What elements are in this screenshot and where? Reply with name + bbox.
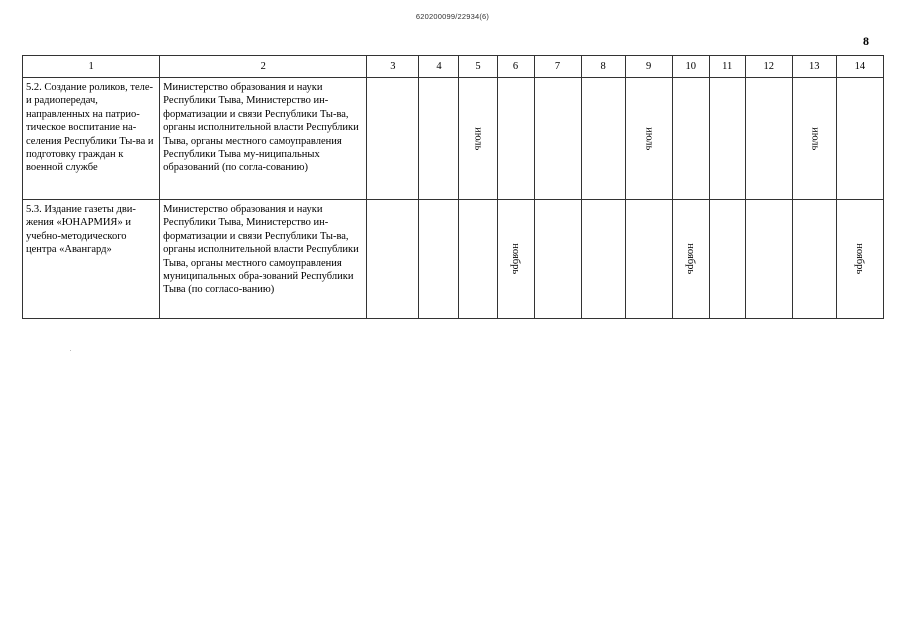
empty-cell [792, 200, 836, 319]
empty-cell [836, 78, 883, 200]
month-label: ноябрь [854, 243, 866, 275]
column-header-10: 10 [672, 56, 709, 78]
empty-cell [534, 78, 581, 200]
month-label: июль [809, 126, 821, 151]
column-header-5: 5 [459, 56, 497, 78]
month-cell [459, 78, 497, 200]
scan-speck [70, 350, 71, 351]
empty-cell [497, 78, 534, 200]
column-header-14: 14 [836, 56, 883, 78]
column-header-3: 3 [367, 56, 419, 78]
document-id: 620200099/22934(6) [415, 12, 490, 21]
column-header-2: 2 [160, 56, 367, 78]
empty-cell [672, 78, 709, 200]
empty-cell [419, 200, 459, 319]
table-row [23, 78, 884, 200]
month-label: ноябрь [685, 243, 697, 275]
month-cell [836, 200, 883, 319]
month-label: июль [643, 126, 655, 151]
month-cell [792, 78, 836, 200]
schedule-table [22, 55, 884, 319]
action-cell: 5.3. Издание газеты дви-жения «ЮНАРМИЯ» и учебно-методического центра «Авангард» [23, 200, 160, 319]
column-header-4: 4 [419, 56, 459, 78]
empty-cell [419, 78, 459, 200]
column-header-7: 7 [534, 56, 581, 78]
header-row [23, 56, 884, 78]
empty-cell [581, 78, 625, 200]
action-cell: 5.2. Создание роликов, теле- и радиопередач, направленных на патрио-тическое воспитание на-селения Республики Ты-ва и подготовку граждан к военной службе [23, 78, 160, 200]
executors-cell: Министерство образования и науки Республики Тыва, Министерство ин-форматизации и связи Республики Ты-ва, органы исполнительной власти Республики Тыва, органы местного самоуправления Республики Тыва му-ниципальных образований (по согла-сованию) [160, 78, 367, 200]
executors-cell: Министерство образования и науки Республики Тыва, Министерство ин-форматизации и связи Республики Ты-ва, органы исполнительной власти Республики Тыва, органы местного самоуправления муниципальных обра-зований Республики Тыва (по согласо-ванию) [160, 200, 367, 319]
empty-cell [745, 78, 792, 200]
month-cell [497, 200, 534, 319]
column-header-9: 9 [625, 56, 672, 78]
month-label: ноябрь [510, 243, 522, 275]
empty-cell [745, 200, 792, 319]
empty-cell [709, 200, 745, 319]
column-header-6: 6 [497, 56, 534, 78]
empty-cell [459, 200, 497, 319]
month-cell [672, 200, 709, 319]
page-number: 8 [863, 34, 869, 48]
column-header-13: 13 [792, 56, 836, 78]
column-header-1: 1 [23, 56, 160, 78]
month-cell [625, 78, 672, 200]
empty-cell [367, 200, 419, 319]
empty-cell [709, 78, 745, 200]
empty-cell [367, 78, 419, 200]
column-header-8: 8 [581, 56, 625, 78]
month-label: июль [472, 126, 484, 151]
empty-cell [534, 200, 581, 319]
column-header-12: 12 [745, 56, 792, 78]
table-row [23, 200, 884, 319]
column-header-11: 11 [709, 56, 745, 78]
empty-cell [625, 200, 672, 319]
empty-cell [581, 200, 625, 319]
